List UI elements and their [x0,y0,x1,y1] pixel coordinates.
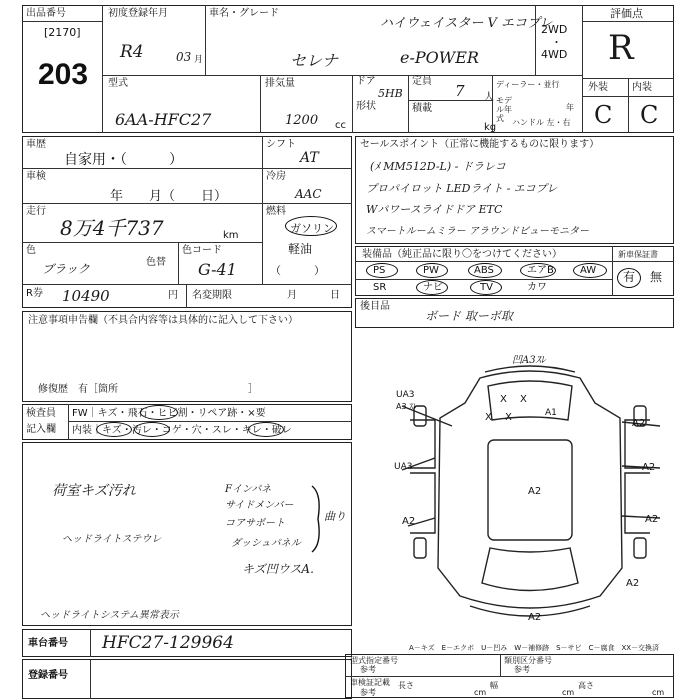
mark-a2-rear-r: A2 [626,578,640,589]
lot-number: 203 [38,58,89,91]
circle-pw [416,263,448,278]
inspection-label: 車検 [26,171,46,182]
circle-tobiishi [140,405,178,420]
ac-label: 冷房 [266,171,286,182]
repair-label: 修復歴 有［箇所 ］ [38,384,258,395]
note-5: ヘッドライトシステム異常表示 [40,610,179,621]
inspection-value: 年 月（ 日） [110,189,228,204]
rating-value: R [608,28,634,68]
color-value: ブラック [42,262,90,276]
dims-label: 車検証記載 [350,678,390,687]
fuel-label: 燃料 [266,206,286,217]
recycle-label: R券 [26,288,43,299]
equip-sr: SR [373,282,387,293]
mark-x-4: X [505,412,512,423]
color-code-value: G-41 [198,260,237,279]
type-label: 型式 [108,78,128,89]
equip-navi: ナビ [423,282,443,293]
color-change-label: 色替 [146,257,166,268]
fuel-other: （ ） [270,264,325,277]
length-unit: cm [474,688,487,697]
name-change-day: 日 [330,290,340,301]
mark-a3-sure: A3 ｽﾚ [396,402,418,411]
name-change-label: 名変期限 [192,290,232,301]
inspect-row-2: 内装｜キズ・汚レ・コゲ・穴・スレ・キレ・破レ [72,425,292,436]
model-no-ref: 参考 [360,665,376,674]
category-ref: 参考 [514,665,530,674]
ac-value: AAC [295,187,322,201]
mark-x-2: X [520,394,527,405]
rear-seat-frame [355,298,674,328]
registration-label: 登録番号 [28,670,68,681]
diagram-top-note: 凹A3ｽﾚ [512,355,546,366]
circle-guarantee-yes [617,268,641,288]
equip-pw: PW [423,265,439,276]
length-label: 長さ [398,681,414,690]
mark-a2-sr: A2 [642,462,656,473]
circle-yogore [134,422,170,437]
mark-ua3-front: UA3 [396,390,415,400]
mark-a2-sl: A2 [402,516,416,527]
mark-x-3: X [485,412,492,423]
model-year-unit: 年 [566,103,574,112]
first-reg-label: 初度登録年月 [108,8,168,19]
displacement-label: 排気量 [265,78,295,89]
handle-label: ハンドル 左・右 [512,118,571,127]
note-3a: Fインパネ [225,484,272,495]
damage-legend: A－キズ E－エクボ U－凹み W－補修跡 S－サビ C－腐食 XX－交換済 [409,644,660,652]
circle-aw [573,263,607,278]
guarantee-no: 無 [650,270,663,284]
sales-points-label: セールスポイント（正常に機能するものに限ります） [360,139,600,150]
rear-seat-value: ボード 取ーボ取 [425,309,513,323]
sales-line-2: プロパイロット LEDライト - エコプレ [366,182,558,195]
inspect-row-1: FW｜キズ・飛石・ヒビ割・リペア跡・×要 [72,408,266,419]
load-unit: kg [484,122,497,133]
fuel-gas-circle [285,216,337,236]
rear-seat-label: 後目品 [360,301,390,312]
circle-sure [248,422,284,437]
name-change-month: 月 [287,290,297,301]
chassis-value: HFC27-129964 [102,633,234,653]
note-3b: サイドメンバー [225,500,294,511]
equip-ps: PS [373,265,386,276]
note-2: ヘッドライトステウレ [62,534,162,545]
exterior-label: 外装 [588,82,608,93]
shift-label: シフト [266,139,296,150]
model-value: セレナ [290,51,339,70]
equipment-label: 装備品（純正品に限り〇をつけてください） [362,249,562,260]
engine-type: e-POWER [400,48,479,67]
drive-2wd: 2WD [541,23,568,36]
capacity-unit: 人 [484,92,494,103]
door-value: 5HB [378,87,403,100]
note-1: 荷室キズ汚れ [52,483,136,499]
guarantee-label: 新車保証書 [618,250,658,259]
circle-navi [416,280,448,295]
bracket-icon [310,484,324,554]
fuel-gas: ガソリン [290,222,334,235]
width-label: 幅 [490,681,498,690]
circle-tv [470,280,502,295]
registration-frame [22,659,352,699]
color-code-label: 色コード [182,245,222,256]
drive-4wd: 4WD [541,48,568,61]
capacity-value: 7 [455,82,465,100]
sales-line-1: (ﾒ MM512D-L) - ドラレコ [370,160,506,173]
circle-abs [468,263,502,278]
mark-a2-sr2: A2 [645,514,659,525]
type-value: 6AA-HFC27 [115,110,212,129]
recycle-value: 10490 [62,287,110,305]
mark-a1-front: A1 [545,408,557,418]
circle-ps [366,263,398,278]
load-label: 積載 [412,103,432,114]
drive-sep: ・ [551,36,562,49]
equip-tv: TV [480,282,493,293]
first-reg-month: 03 [176,50,192,64]
displacement-unit: cc [335,120,346,131]
mileage-unit: km [223,230,239,241]
first-reg-month-unit: 月 [194,55,204,65]
recycle-unit: 円 [168,290,178,301]
chassis-label: 車台番号 [28,638,68,649]
use-label: 車歴 [26,139,46,150]
equip-abs: ABS [474,265,494,276]
capacity-label: 定員 [412,76,432,87]
displacement-value: 1200 [285,113,319,128]
color-label: 色 [26,245,36,256]
fuel-diesel: 軽油 [288,242,313,256]
shift-value: AT [300,150,319,166]
equip-airbag: エアB [527,265,554,276]
interior-label: 内装 [632,82,652,93]
grade-value: ハイウェイスター V エコプレ [380,16,553,31]
mark-a2-roof: A2 [528,486,542,497]
sales-line-4: スマートルームミラー アラウンドビューモニター [366,226,589,237]
model-no-label: 型式指定番号 [350,656,398,665]
height-unit: cm [652,688,665,697]
guarantee-yes: 有 [623,270,636,284]
note-3c: コアサポート [225,518,285,529]
interior-value: C [640,101,659,129]
mark-ua3-side: UA3 [394,462,413,472]
lot-sub: [2170] [44,26,81,39]
model-year-label: モデル年式 [496,96,512,123]
mark-a2-fr: A2 [632,418,646,429]
exterior-value: C [594,101,613,129]
shape-label: 形状 [356,101,376,112]
circle-airbag [520,263,556,278]
note-3-bracket: 曲り [324,510,346,523]
recorder-label: 記入欄 [26,424,56,435]
dealer-label: ディーラー・並行 [496,80,560,89]
sales-line-3: Wパワースライドドア ETC [366,203,503,216]
height-label: 高さ [578,681,594,690]
inspector-label: 検査員 [26,408,56,419]
first-reg-year: R4 [120,42,144,62]
caution-label: 注意事項申告欄（不具合内容等は具体的に記入して下さい） [28,315,298,326]
mark-x-1: X [500,394,507,405]
width-unit: cm [562,688,575,697]
use-value: 自家用・（ ） [64,152,183,168]
circle-kizu [96,422,132,437]
name-grade-label: 車名・グレード [209,8,279,19]
mileage-label: 走行 [26,206,46,217]
door-label: ドア [356,76,376,87]
equip-kawa: カワ [527,282,547,293]
mileage-value: 8万4千737 [60,216,164,240]
mark-a2-rear: A2 [528,612,542,623]
note-3d: ダッシュパネル [231,538,301,549]
note-4: キズ凹ウスA. [242,562,314,576]
dims-ref: 参考 [360,688,376,697]
category-label: 類別区分番号 [504,656,552,665]
equip-aw: AW [580,265,597,276]
rating-label: 評価点 [610,7,643,20]
lot-label: 出品番号 [26,8,66,19]
